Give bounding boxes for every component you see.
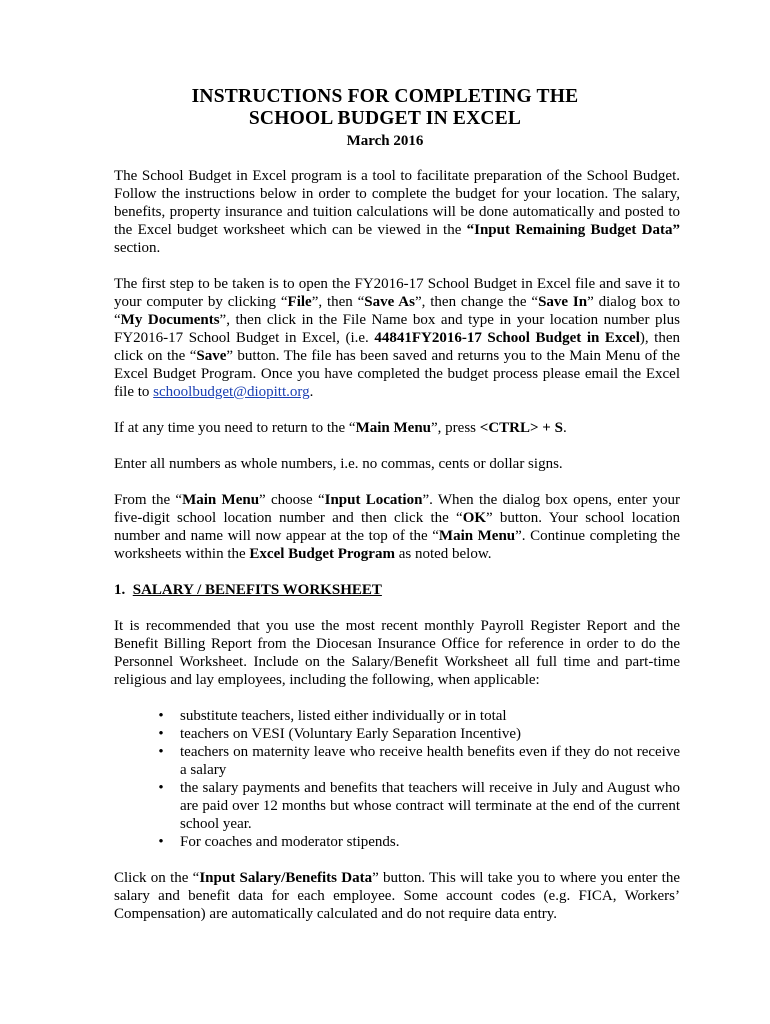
bold-term: Main Menu <box>182 492 260 508</box>
bold-term: Input Location <box>324 492 423 508</box>
title-line-2: SCHOOL BUDGET IN EXCEL <box>248 108 522 129</box>
bold-term: <CTRL> + S <box>479 420 563 436</box>
intro-paragraph: The School Budget in Excel program is a tool to facilitate preparation of the School Budget. Follow the instructions below in order to complete the budget for your location. The salary, benefits, property insurance and tuition calculations will be done automatically and posted to the Excel budget worksheet which can be viewed in the “Input Remaining Budget Data” section. <box>114 168 680 256</box>
bold-term: OK <box>462 510 487 526</box>
document-body <box>114 167 680 923</box>
list-item: • the salary payments and benefits that teachers will receive in July and August who are paid over 12 months but whose contract will terminate at the end of the current school year. <box>180 779 680 833</box>
list-item: • For coaches and moderator stipends. <box>180 833 680 851</box>
bold-term: Save <box>196 348 227 364</box>
section-number: 1. <box>114 582 126 598</box>
bold-term: 44841FY2016-17 School Budget in Excel <box>374 330 640 346</box>
list-item: • substitute teachers, listed either individually or in total <box>180 707 680 725</box>
recommendation-paragraph: It is recommended that you use the most recent monthly Payroll Register Report and the Benefit Billing Report from the Diocesan Insurance Office for reference in order to do the Personnel Worksheet. Include on the Salary/Benefit Worksheet all full time and part-time religious and lay employees, including the following, when applicable: <box>114 618 680 688</box>
bold-term: Input Salary/Benefits Data <box>199 870 373 886</box>
document-title <box>0 86 770 130</box>
bold-term: Save In <box>538 294 588 310</box>
bold-term: “Input Remaining Budget Data” <box>466 222 680 238</box>
list-item: • teachers on VESI (Voluntary Early Separation Incentive) <box>180 725 680 743</box>
bold-term: Excel Budget Program <box>249 546 395 562</box>
section-1-heading <box>114 581 680 599</box>
email-link[interactable]: schoolbudget@diopitt.org <box>153 384 310 400</box>
bold-term: My Documents <box>120 312 220 328</box>
bold-term: Main Menu <box>438 528 516 544</box>
document-date: March 2016 <box>346 133 424 149</box>
bullet-icon: • <box>158 834 164 850</box>
bullet-icon: • <box>158 780 164 796</box>
main-menu-paragraph: If at any time you need to return to the “Main Menu”, press <CTRL> + S. <box>114 420 567 436</box>
bullet-icon: • <box>158 726 164 742</box>
title-line-1: INSTRUCTIONS FOR COMPLETING THE <box>191 86 579 107</box>
bold-term: File <box>287 294 312 310</box>
bullet-icon: • <box>158 708 164 724</box>
bullet-icon: • <box>158 744 164 760</box>
numbers-paragraph: Enter all numbers as whole numbers, i.e. no commas, cents or dollar signs. <box>114 456 563 472</box>
save-file-paragraph: The first step to be taken is to open the FY2016-17 School Budget in Excel file and save it to your computer by clicking “File”, then “Save As”, then change the “Save In” dialog box to “My Documents”, then click in the File Name box and type in your location number plus FY2016-17 School Budget in Excel, (i.e. 44841FY2016-17 School Budget in Excel), then click on the “Save” button. The file has been saved and returns you to the Main Menu of the Excel Budget Program. Once you have completed the budget process please email the Excel file to schoolbudget@diopitt.org. <box>114 276 680 400</box>
bold-term: Save As <box>364 294 415 310</box>
list-item: • teachers on maternity leave who receive health benefits even if they do not receive a salary <box>180 743 680 779</box>
section-title: SALARY / BENEFITS WORKSHEET <box>132 582 382 598</box>
input-location-paragraph: From the “Main Menu” choose “Input Location”. When the dialog box opens, enter your five-digit school location number and then click the “OK” button. Your school location number and name will now appear at the top of the “Main Menu”. Continue completing the worksheets within the Excel Budget Program as noted below. <box>114 492 680 562</box>
bold-term: Main Menu <box>355 420 432 436</box>
salary-data-paragraph: Click on the “Input Salary/Benefits Data” button. This will take you to where you enter the salary and benefit data for each employee. Some account codes (e.g. FICA, Workers’ Compensation) are automatically calculated and do not require data entry. <box>114 870 680 922</box>
employee-list <box>114 707 680 851</box>
